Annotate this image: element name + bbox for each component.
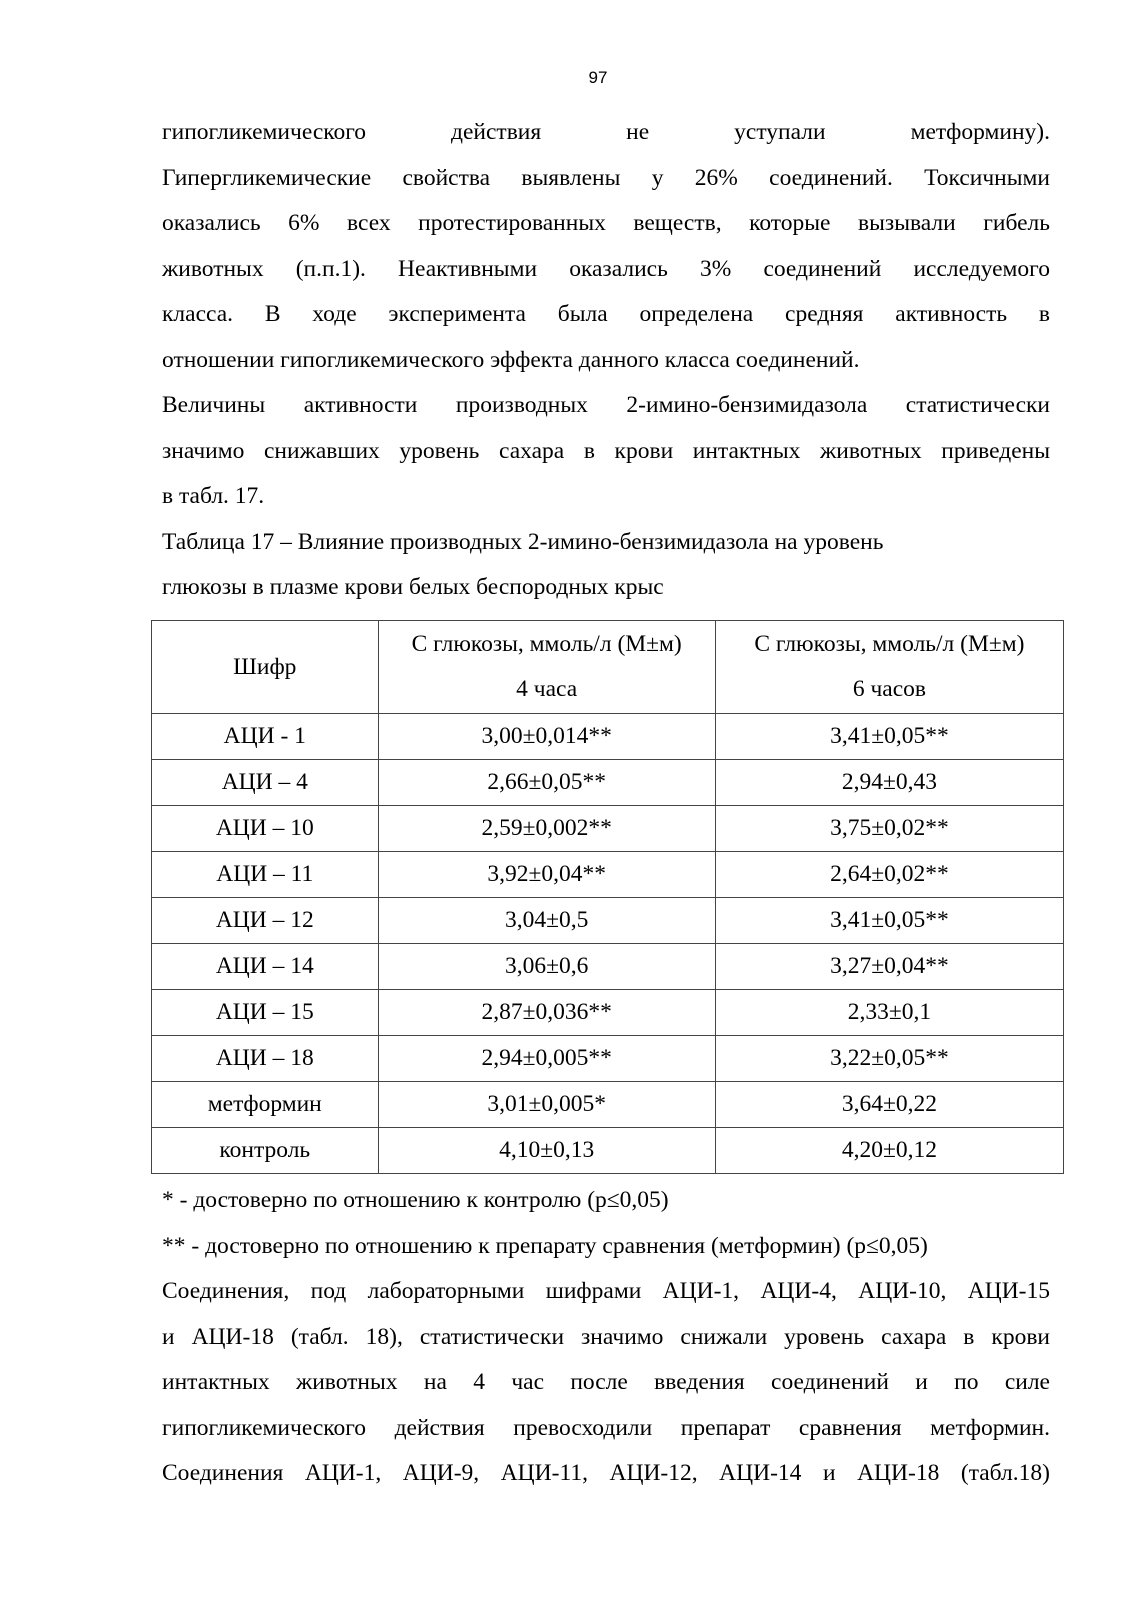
text-line: Соединения, под лабораторными шифрами АЦИ-1, АЦИ-4, АЦИ-10, АЦИ-15	[162, 1278, 1050, 1304]
cell-6h: 3,22±0,05**	[715, 1036, 1063, 1082]
table-row	[152, 1036, 1064, 1082]
header-4h-title: С глюкозы, ммоль/л (М±м)	[411, 631, 682, 657]
glucose-table	[151, 620, 1064, 1174]
cell-6h: 2,94±0,43	[715, 760, 1063, 806]
cell-6h: 3,27±0,04**	[715, 944, 1063, 990]
cell-4h: 3,00±0,014**	[378, 714, 715, 760]
table-row	[152, 852, 1064, 898]
cell-code: контроль	[152, 1128, 379, 1174]
header-4h	[378, 621, 715, 714]
cell-code: АЦИ – 10	[152, 806, 379, 852]
cell-6h: 3,41±0,05**	[715, 898, 1063, 944]
cell-6h: 3,75±0,02**	[715, 806, 1063, 852]
header-6h	[715, 621, 1063, 714]
table-row	[152, 1128, 1064, 1174]
text-line: в табл. 17.	[162, 483, 265, 509]
table-row	[152, 898, 1064, 944]
cell-4h: 3,06±0,6	[378, 944, 715, 990]
cell-4h: 3,92±0,04**	[378, 852, 715, 898]
cell-4h: 2,66±0,05**	[378, 760, 715, 806]
table-row	[152, 714, 1064, 760]
cell-4h: 2,87±0,036**	[378, 990, 715, 1036]
cell-4h: 4,10±0,13	[378, 1128, 715, 1174]
cell-4h: 2,59±0,002**	[378, 806, 715, 852]
header-code: Шифр	[152, 621, 379, 714]
cell-code: АЦИ - 1	[152, 714, 379, 760]
cell-6h: 2,64±0,02**	[715, 852, 1063, 898]
cell-4h: 3,04±0,5	[378, 898, 715, 944]
cell-code: АЦИ – 12	[152, 898, 379, 944]
cell-4h: 3,01±0,005*	[378, 1082, 715, 1128]
text-line: Соединения АЦИ-1, АЦИ-9, АЦИ-11, АЦИ-12, АЦИ-14 и АЦИ-18 (табл.18)	[162, 1460, 1050, 1486]
cell-6h: 3,41±0,05**	[715, 714, 1063, 760]
text-line: оказались 6% всех протестированных веществ, которые вызывали гибель	[162, 210, 1050, 236]
table-caption: Таблица 17 – Влияние производных 2-имино-бензимидазола на уровень	[162, 528, 884, 555]
table-row	[152, 990, 1064, 1036]
text-line: и АЦИ-18 (табл. 18), статистически значимо снижали уровень сахара в крови	[162, 1323, 1050, 1350]
cell-6h: 3,64±0,22	[715, 1082, 1063, 1128]
table-note: ** - достоверно по отношению к препарату сравнения (метформин) (p≤0,05)	[162, 1232, 928, 1259]
header-4h-sub: 4 часа	[516, 676, 578, 702]
table-note: * - достоверно по отношению к контролю (p≤0,05)	[162, 1187, 669, 1213]
body-text-top	[162, 110, 1050, 611]
text-line: Гипергликемические свойства выявлены у 26% соединений. Токсичными	[162, 164, 1050, 191]
cell-code: АЦИ – 11	[152, 852, 379, 898]
text-line: интактных животных на 4 час после введения соединений и по силе	[162, 1369, 1050, 1395]
cell-code: АЦИ – 4	[152, 760, 379, 806]
text-line: класса. В ходе эксперимента была определена средняя активность в	[162, 301, 1050, 327]
cell-6h: 4,20±0,12	[715, 1128, 1063, 1174]
cell-code: АЦИ – 15	[152, 990, 379, 1036]
cell-6h: 2,33±0,1	[715, 990, 1063, 1036]
text-line: животных (п.п.1). Неактивными оказались 3% соединений исследуемого	[162, 255, 1050, 282]
table-row	[152, 1082, 1064, 1128]
text-line: отношении гипогликемического эффекта данного класса соединений.	[162, 346, 860, 373]
header-6h-sub: 6 часов	[852, 676, 926, 702]
table-row	[152, 760, 1064, 806]
text-line: Величины активности производных 2-имино-бензимидазола статистически	[162, 392, 1050, 418]
cell-code: АЦИ – 14	[152, 944, 379, 990]
header-6h-title: С глюкозы, ммоль/л (М±м)	[754, 631, 1025, 657]
text-line: гипогликемического действия превосходили препарат сравнения метформин.	[162, 1414, 1050, 1441]
table-caption: глюкозы в плазме крови белых беспородных крыс	[162, 574, 664, 600]
table-row	[152, 806, 1064, 852]
text-line: гипогликемического действия не уступали метформину).	[162, 119, 1050, 145]
table-row	[152, 944, 1064, 990]
cell-4h: 2,94±0,005**	[378, 1036, 715, 1082]
cell-code: метформин	[152, 1082, 379, 1128]
table-header-row	[152, 621, 1064, 714]
cell-code: АЦИ – 18	[152, 1036, 379, 1082]
body-text-bottom	[162, 1178, 1050, 1497]
page-number: 97	[588, 68, 608, 87]
text-line: значимо снижавших уровень сахара в крови интактных животных приведены	[162, 437, 1050, 464]
